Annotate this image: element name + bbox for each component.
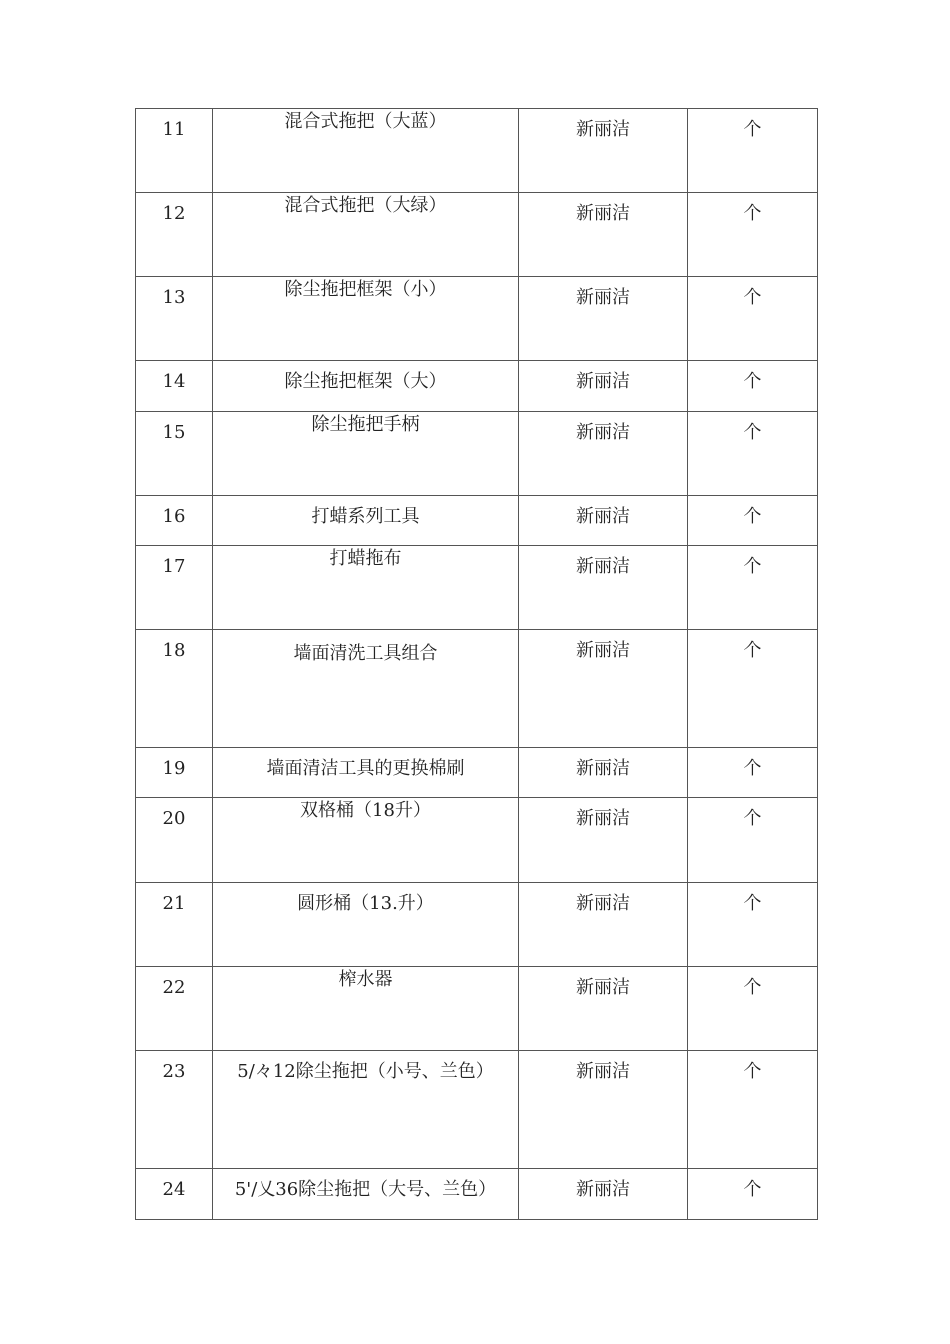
unit-label: 个	[743, 371, 762, 392]
unit-cell	[688, 412, 818, 496]
brand-name: 新丽洁	[576, 977, 630, 998]
unit-cell	[688, 109, 818, 193]
unit-label: 个	[743, 119, 762, 140]
unit-cell	[688, 1169, 818, 1220]
brand-cell	[519, 1169, 688, 1220]
row-number-cell	[136, 630, 213, 748]
row-number: 19	[162, 758, 186, 779]
unit-cell	[688, 546, 818, 630]
item-name-cell	[213, 748, 519, 798]
unit-label: 个	[743, 1061, 762, 1082]
item-name-cell	[213, 496, 519, 546]
item-name-cell	[213, 109, 519, 193]
row-number: 11	[162, 119, 186, 140]
brand-name: 新丽洁	[576, 808, 630, 829]
brand-name: 新丽洁	[576, 203, 630, 224]
brand-cell	[519, 193, 688, 277]
unit-label: 个	[743, 203, 762, 224]
unit-cell	[688, 748, 818, 798]
brand-name: 新丽洁	[576, 371, 630, 392]
row-number-cell	[136, 883, 213, 967]
item-name-cell	[213, 1051, 519, 1169]
item-name: 圆形桶（13.升）	[297, 893, 434, 914]
brand-name: 新丽洁	[576, 1061, 630, 1082]
unit-cell	[688, 883, 818, 967]
item-name: 混合式拖把（大绿）	[284, 195, 447, 216]
item-name: 5'/乂36除尘拖把（大号、兰色）	[234, 1179, 497, 1200]
brand-name: 新丽洁	[576, 893, 630, 914]
item-name: 打蜡拖布	[329, 548, 402, 569]
item-name-cell	[213, 546, 519, 630]
row-number-cell	[136, 361, 213, 412]
table-row	[136, 546, 818, 630]
row-number: 24	[162, 1179, 186, 1200]
unit-label: 个	[743, 893, 762, 914]
brand-name: 新丽洁	[576, 1179, 630, 1200]
table-row	[136, 1051, 818, 1169]
unit-cell	[688, 193, 818, 277]
brand-cell	[519, 546, 688, 630]
row-number-cell	[136, 1051, 213, 1169]
table-row	[136, 193, 818, 277]
item-name: 除尘拖把框架（大）	[284, 371, 447, 392]
unit-cell	[688, 1051, 818, 1169]
brand-cell	[519, 1051, 688, 1169]
item-name: 5/々12除尘拖把（小号、兰色）	[237, 1061, 494, 1082]
row-number: 23	[162, 1061, 186, 1082]
unit-cell	[688, 630, 818, 748]
item-name: 双格桶（18升）	[300, 800, 431, 821]
brand-cell	[519, 798, 688, 883]
brand-cell	[519, 883, 688, 967]
item-name: 除尘拖把手柄	[311, 414, 420, 435]
item-name-cell	[213, 361, 519, 412]
table-row	[136, 748, 818, 798]
brand-name: 新丽洁	[576, 640, 630, 661]
brand-cell	[519, 109, 688, 193]
row-number-cell	[136, 193, 213, 277]
row-number: 21	[162, 893, 186, 914]
row-number-cell	[136, 748, 213, 798]
brand-cell	[519, 748, 688, 798]
row-number-cell	[136, 546, 213, 630]
item-name: 墙面清洁工具的更换棉刷	[266, 758, 465, 779]
table-row	[136, 496, 818, 546]
table-row	[136, 630, 818, 748]
brand-cell	[519, 412, 688, 496]
unit-cell	[688, 967, 818, 1051]
row-number-cell	[136, 412, 213, 496]
item-name: 除尘拖把框架（小）	[284, 279, 447, 300]
item-name: 榨水器	[338, 969, 393, 990]
item-name-cell	[213, 798, 519, 883]
item-name-cell	[213, 193, 519, 277]
brand-cell	[519, 967, 688, 1051]
brand-name: 新丽洁	[576, 506, 630, 527]
item-name-cell	[213, 883, 519, 967]
unit-label: 个	[743, 287, 762, 308]
brand-cell	[519, 277, 688, 361]
unit-cell	[688, 361, 818, 412]
item-name-cell	[213, 412, 519, 496]
unit-cell	[688, 798, 818, 883]
row-number-cell	[136, 277, 213, 361]
brand-name: 新丽洁	[576, 119, 630, 140]
row-number: 22	[162, 977, 186, 998]
item-name: 混合式拖把（大蓝）	[284, 111, 447, 132]
unit-cell	[688, 277, 818, 361]
row-number: 14	[162, 371, 186, 392]
row-number-cell	[136, 967, 213, 1051]
table-row	[136, 1169, 818, 1220]
unit-label: 个	[743, 1179, 762, 1200]
item-name: 打蜡系列工具	[311, 506, 420, 527]
item-name-cell	[213, 1169, 519, 1220]
brand-cell	[519, 630, 688, 748]
row-number: 15	[162, 422, 186, 443]
item-name-cell	[213, 277, 519, 361]
brand-cell	[519, 361, 688, 412]
unit-cell	[688, 496, 818, 546]
table-row	[136, 109, 818, 193]
brand-name: 新丽洁	[576, 758, 630, 779]
row-number-cell	[136, 109, 213, 193]
unit-label: 个	[743, 758, 762, 779]
table-row	[136, 277, 818, 361]
item-name: 墙面清洗工具组合	[293, 643, 438, 664]
row-number-cell	[136, 798, 213, 883]
supplies-table	[135, 108, 818, 1220]
row-number-cell	[136, 496, 213, 546]
item-name-cell	[213, 630, 519, 748]
unit-label: 个	[743, 977, 762, 998]
brand-name: 新丽洁	[576, 422, 630, 443]
row-number: 13	[162, 287, 186, 308]
unit-label: 个	[743, 556, 762, 577]
row-number: 18	[162, 640, 186, 661]
table-row	[136, 967, 818, 1051]
brand-cell	[519, 496, 688, 546]
unit-label: 个	[743, 808, 762, 829]
brand-name: 新丽洁	[576, 556, 630, 577]
table-row	[136, 798, 818, 883]
unit-label: 个	[743, 640, 762, 661]
brand-name: 新丽洁	[576, 287, 630, 308]
row-number: 16	[162, 506, 186, 527]
row-number: 17	[162, 556, 186, 577]
row-number-cell	[136, 1169, 213, 1220]
table-row	[136, 883, 818, 967]
table-row	[136, 412, 818, 496]
row-number: 12	[162, 203, 186, 224]
unit-label: 个	[743, 506, 762, 527]
row-number: 20	[162, 808, 186, 829]
item-name-cell	[213, 967, 519, 1051]
table-row	[136, 361, 818, 412]
unit-label: 个	[743, 422, 762, 443]
